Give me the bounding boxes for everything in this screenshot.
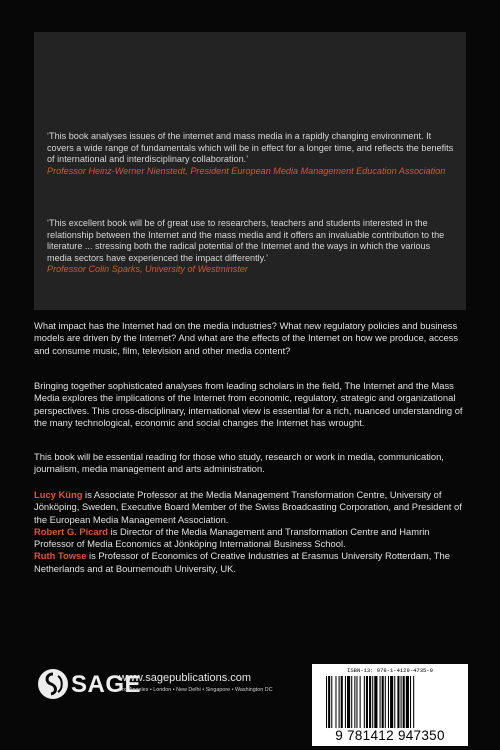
barcode-bar xyxy=(394,676,395,728)
quote-text: ‘This book analyses issues of the internet and mass media in a rapidly changing environment. It covers a wide range of fundamentals which will be in effect for a longer time, and reflects the benefits of international and interdisciplinary collaboration.’ xyxy=(47,131,454,165)
barcode-bar xyxy=(372,676,373,728)
review-quote-2 xyxy=(47,218,457,276)
barcode-bar xyxy=(335,676,336,728)
author-name: Lucy Küng xyxy=(34,489,83,500)
barcode-bar xyxy=(347,676,350,728)
barcode-bar xyxy=(328,676,330,728)
barcode-bar xyxy=(354,676,355,728)
barcode-bar xyxy=(351,676,352,728)
barcode-bar xyxy=(331,676,332,728)
barcode-bar xyxy=(360,676,361,728)
barcode-digits: 9 781412 947350 xyxy=(335,728,445,743)
author-description: is Associate Professor at the Media Management Transformation Centre, University of Jönköping, Sweden, Executive Board Member of the Swiss Broadcasting Corporation, and President of the European Media Management Association. xyxy=(34,489,462,525)
barcode-bar xyxy=(401,676,402,728)
quote-attribution: Professor Heinz-Werner Nienstedt, President European Media Management Education Association xyxy=(47,165,446,176)
barcode-bar xyxy=(374,676,377,728)
barcode-bar xyxy=(397,676,399,728)
publisher-cities: Los Angeles • London • New Delhi • Singapore • Washington DC xyxy=(119,687,273,693)
sage-swirl-icon xyxy=(38,669,68,699)
isbn-barcode xyxy=(312,664,468,746)
review-quote-1 xyxy=(47,131,457,177)
publisher-wordmark: SAGE xyxy=(71,671,142,698)
author-name: Ruth Towse xyxy=(34,550,87,562)
author-description: is Professor of Economics of Creative Industries at Erasmus University Rotterdam, The Netherlands and at Bournemouth University, UK. xyxy=(34,550,450,574)
author-bio xyxy=(34,526,468,551)
barcode-bar xyxy=(339,676,340,728)
author-name: Robert G. Picard xyxy=(34,525,108,537)
barcode-bar xyxy=(356,676,357,728)
isbn-label: ISBN-13: 978-1-4129-4735-0 xyxy=(347,667,433,674)
author-bio xyxy=(34,489,468,526)
barcode-bar xyxy=(390,676,393,728)
barcode-bar xyxy=(410,676,411,728)
barcode-bar xyxy=(364,676,365,728)
publisher-logo xyxy=(38,667,273,707)
blurb-paragraph-1: What impact has the Internet had on the media industries? What new regulatory policies and business models are driven by the Internet? And what are the effects of the Internet on how we produce, access and consume music, film, television and other media content? xyxy=(34,320,459,356)
publisher-url[interactable]: www.sagepublications.com xyxy=(119,672,252,684)
quote-attribution: Professor Colin Sparks, University of Westminster xyxy=(47,264,248,275)
author-bio xyxy=(34,550,468,575)
barcode-bar xyxy=(413,676,414,728)
barcode-bar xyxy=(380,676,381,728)
barcode-bar xyxy=(385,676,386,728)
quote-text: ‘This excellent book will be of great use to researchers, teachers and students interested in the relationship between the Internet and the mass media and it offers an invaluable contribution to the literature ... stressing both the radical potential of the Internet and the ways in which the various media sectors have experienced the impact differently.’ xyxy=(47,218,445,263)
barcode-bar xyxy=(345,676,346,728)
barcode-bar xyxy=(341,676,343,728)
blurb-paragraph-3: This book will be essential reading for those who study, research or work in media, communication, journalism, media management and arts administration. xyxy=(34,451,444,475)
barcode-bar xyxy=(406,676,409,728)
barcode-bar xyxy=(366,676,368,728)
blurb-paragraph-2: Bringing together sophisticated analyses from leading scholars in the field, The Internet and the Mass Media explores the implications of the Internet from economic, regulatory, strategic and organizational perspectives. This cross-disciplinary, international view is essential for a rich, nuanced understanding of the many technological, economic and social changes the Internet has wrought. xyxy=(34,380,463,428)
author-bios xyxy=(34,489,468,575)
barcode-bar xyxy=(369,676,371,728)
author-description: is Director of the Media Management and Transformation Centre and Hamrin Professor of Media Economics at Jönköping International Business School. xyxy=(34,525,430,550)
barcode-bar xyxy=(382,676,384,728)
barcode-bar xyxy=(388,676,389,728)
barcode-bar xyxy=(403,676,405,728)
barcode-bar xyxy=(326,676,327,728)
